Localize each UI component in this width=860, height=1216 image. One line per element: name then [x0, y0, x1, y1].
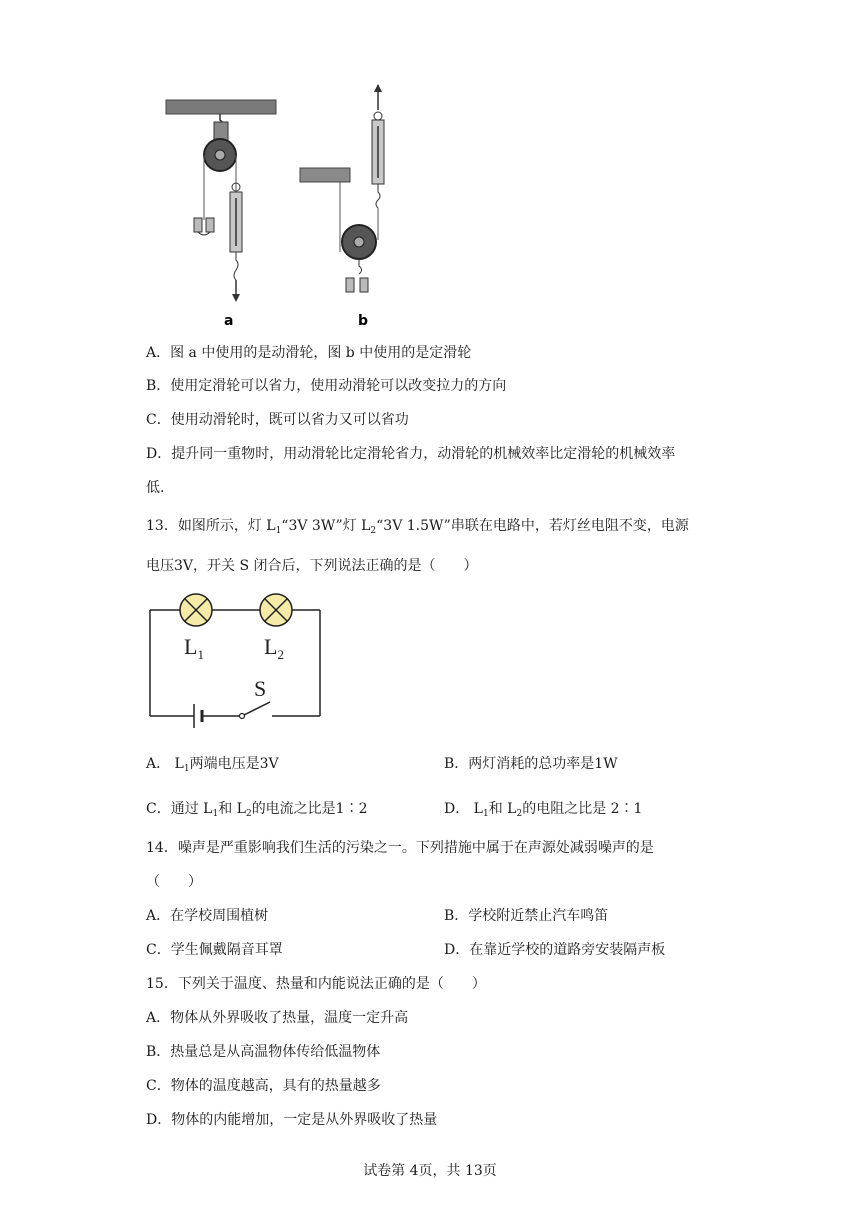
q14-option-b: B．学校附近禁止汽车鸣笛 — [444, 908, 609, 924]
q12-option-b: B．使用定滑轮可以省力，使用动滑轮可以改变拉力的方向 — [146, 378, 507, 394]
page-footer: 试卷第 4页，共 13页 — [363, 1163, 497, 1179]
lamp-l1-label: L — [184, 634, 198, 659]
q13-option-b: B．两灯消耗的总功率是1W — [444, 756, 618, 772]
lamp-l1-icon — [180, 594, 212, 626]
figure-a-label: a — [224, 313, 234, 329]
svg-text:L2: $L_2$ — [264, 634, 284, 662]
q13-option-c: C．通过 $L_1$和 $L_2$的电流之比是1∶2 — [146, 801, 368, 819]
q14-option-d: D．在靠近学校的道路旁安装隔声板 — [444, 942, 666, 958]
q12-option-c: C．使用动滑轮时，既可以省力又可以省功 — [146, 412, 409, 428]
battery-icon — [194, 704, 202, 728]
pulley-figure — [160, 80, 420, 330]
q14-stem-line2: （ ） — [146, 874, 202, 890]
q13-stem-line2: 电压3V，开关 S 闭合后，下列说法正确的是（ ） — [146, 558, 478, 574]
q14-option-c: C．学生佩戴隔音耳罩 — [146, 942, 283, 958]
q15-stem: 15．下列关于温度、热量和内能说法正确的是（ ） — [146, 976, 486, 992]
lamp-l2-icon — [260, 594, 292, 626]
switch-icon — [240, 702, 271, 719]
q13-option-d: D． $L_1$和 $L_2$的电阻之比是 2∶1 — [444, 801, 643, 819]
switch-label: S — [254, 676, 267, 701]
q12-option-d: D．提升同一重物时，用动滑轮比定滑轮省力，动滑轮的机械效率比定滑轮的机械效率 — [146, 446, 676, 462]
lamp-l2-label: L — [264, 634, 278, 659]
q15-option-b: B．热量总是从高温物体传给低温物体 — [146, 1044, 381, 1060]
q13-option-a: A． $L_1$两端电压是3V — [146, 756, 279, 774]
figure-b-label: b — [358, 313, 369, 329]
circuit-diagram — [140, 592, 330, 732]
q15-option-d: D．物体的内能增加，一定是从外界吸收了热量 — [146, 1112, 438, 1128]
q13-stem: 13．如图所示，灯 $L_1“3V$ 3W”灯 $L_2“3V$ 1.5W”串联在电路中，若灯丝电阻不变，电源 — [146, 518, 689, 536]
q14-option-a: A．在学校周围植树 — [146, 908, 269, 924]
q12-option-d-continued: 低. — [146, 480, 165, 496]
q12-option-a: A．图 a 中使用的是动滑轮，图 b 中使用的是定滑轮 — [146, 345, 472, 361]
svg-text:L1: $L_1$ — [184, 634, 204, 662]
q14-stem: 14．噪声是严重影响我们生活的污染之一。下列措施中属于在声源处减弱噪声的是 — [146, 840, 654, 856]
q15-option-c: C．物体的温度越高，具有的热量越多 — [146, 1078, 381, 1094]
q15-option-a: A．物体从外界吸收了热量，温度一定升高 — [146, 1010, 409, 1026]
